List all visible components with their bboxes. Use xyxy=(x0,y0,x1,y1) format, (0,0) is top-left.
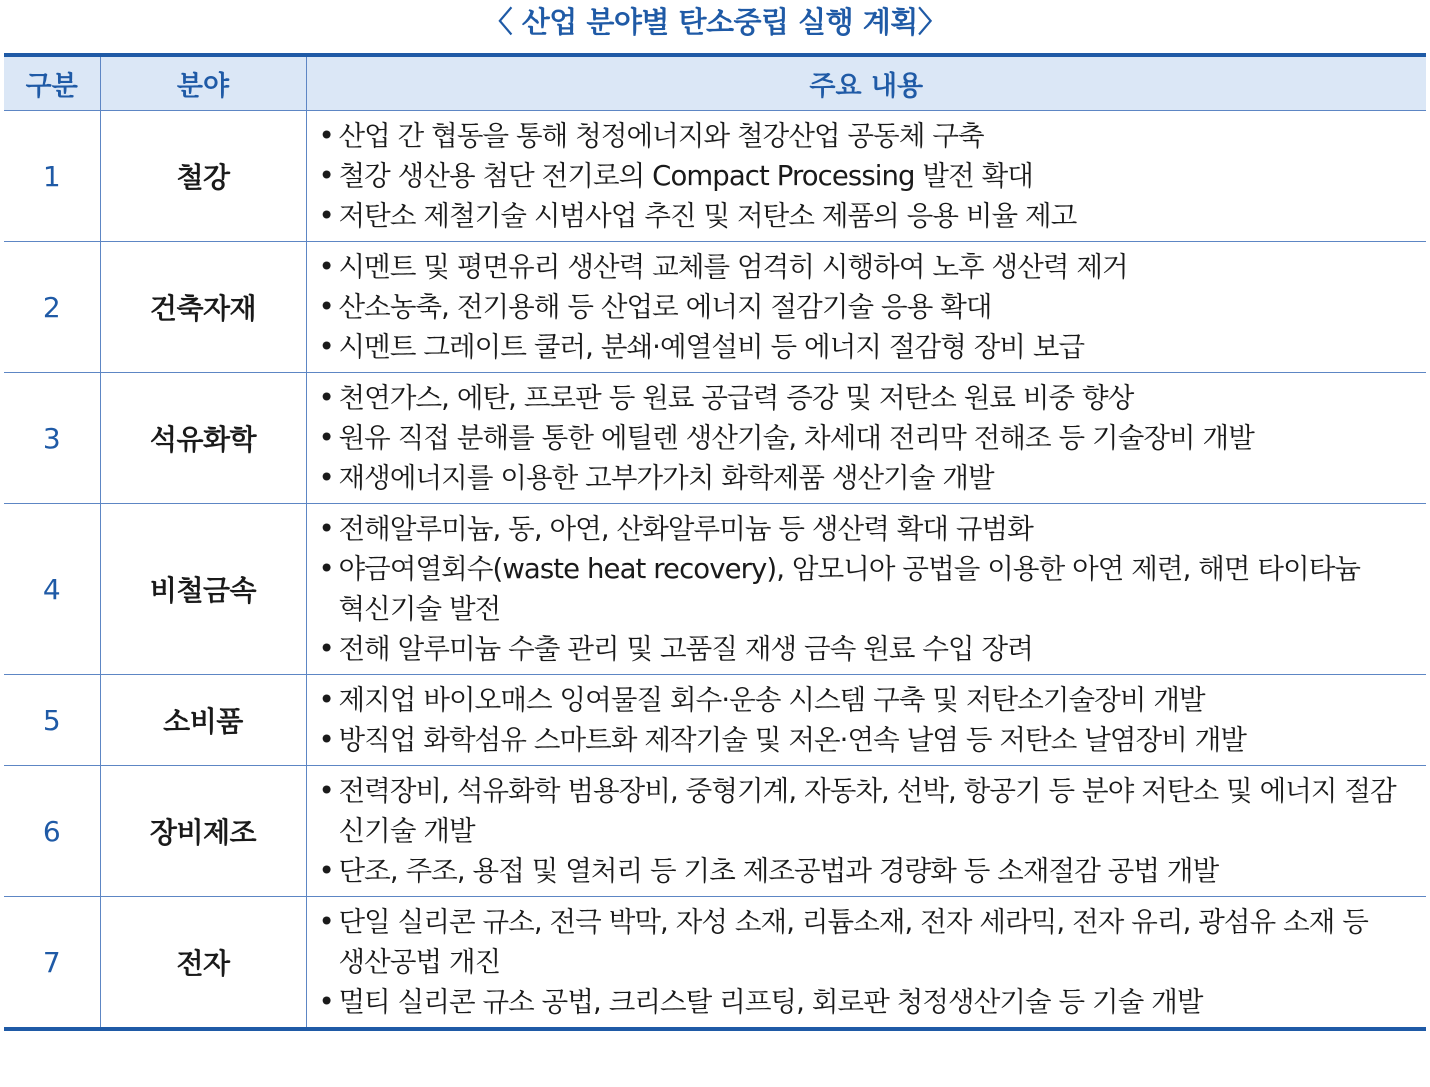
content-item: • 원유 직접 분해를 통한 에틸렌 생산기술, 차세대 전리막 전해조 등 기술장비 개발 xyxy=(319,418,1423,458)
table-header xyxy=(4,55,1426,111)
table-row xyxy=(4,675,1426,766)
content-item: • 산소농축, 전기용해 등 산업로 에너지 절감기술 응용 확대 xyxy=(319,287,1423,327)
content-item: • 산업 간 협동을 통해 청정에너지와 철강산업 공동체 구축 xyxy=(319,116,1423,156)
content-item: • 제지업 바이오매스 잉여물질 회수·운송 시스템 구축 및 저탄소기술장비 개발 xyxy=(319,680,1423,720)
table-row xyxy=(4,766,1426,897)
row-number: 6 xyxy=(4,766,100,897)
table-title: 〈 산업 분야별 탄소중립 실행 계획〉 xyxy=(483,5,947,39)
row-content xyxy=(306,111,1426,242)
content-list xyxy=(319,509,1423,669)
table-row xyxy=(4,373,1426,504)
row-content xyxy=(306,675,1426,766)
content-list xyxy=(319,116,1423,236)
row-number: 2 xyxy=(4,242,100,373)
row-number: 4 xyxy=(4,504,100,675)
content-item: • 전해 알루미늄 수출 관리 및 고품질 재생 금속 원료 수입 장려 xyxy=(319,629,1423,669)
header-row xyxy=(4,55,1426,111)
header-content: 주요 내용 xyxy=(306,55,1426,111)
content-list xyxy=(319,247,1423,367)
row-content xyxy=(306,766,1426,897)
row-content xyxy=(306,897,1426,1030)
content-item: • 멀티 실리콘 규소 공법, 크리스탈 리프팅, 회로판 청정생산기술 등 기술 개발 xyxy=(319,982,1423,1022)
row-field: 소비품 xyxy=(100,675,306,766)
content-item: • 저탄소 제철기술 시범사업 추진 및 저탄소 제품의 응용 비율 제고 xyxy=(319,196,1423,236)
row-field: 장비제조 xyxy=(100,766,306,897)
table-row xyxy=(4,242,1426,373)
content-item: • 전해알루미늄, 동, 아연, 산화알루미늄 등 생산력 확대 규범화 xyxy=(319,509,1423,549)
row-field: 전자 xyxy=(100,897,306,1030)
table-body xyxy=(4,111,1426,1030)
row-field: 철강 xyxy=(100,111,306,242)
content-item: • 단조, 주조, 용접 및 열처리 등 기초 제조공법과 경량화 등 소재절감 공법 개발 xyxy=(319,851,1423,891)
content-list xyxy=(319,771,1423,891)
content-item: • 재생에너지를 이용한 고부가가치 화학제품 생산기술 개발 xyxy=(319,458,1423,498)
content-item: • 천연가스, 에탄, 프로판 등 원료 공급력 증강 및 저탄소 원료 비중 향상 xyxy=(319,378,1423,418)
carbon-neutral-plan-table xyxy=(4,53,1426,1031)
table-row xyxy=(4,504,1426,675)
table-row xyxy=(4,897,1426,1030)
content-item: • 철강 생산용 첨단 전기로의 Compact Processing 발전 확대 xyxy=(319,156,1423,196)
content-list xyxy=(319,902,1423,1022)
content-item: • 단일 실리콘 규소, 전극 박막, 자성 소재, 리튬소재, 전자 세라믹, 전자 유리, 광섬유 소재 등 생산공법 개진 xyxy=(319,902,1423,982)
row-field: 석유화학 xyxy=(100,373,306,504)
row-field: 비철금속 xyxy=(100,504,306,675)
row-number: 1 xyxy=(4,111,100,242)
content-item: • 야금여열회수(waste heat recovery), 암모니아 공법을 이용한 아연 제련, 해면 타이타늄 혁신기술 발전 xyxy=(319,549,1423,629)
row-content xyxy=(306,242,1426,373)
row-content xyxy=(306,373,1426,504)
row-content xyxy=(306,504,1426,675)
header-field: 분야 xyxy=(100,55,306,111)
row-number: 7 xyxy=(4,897,100,1030)
row-number: 5 xyxy=(4,675,100,766)
header-number: 구분 xyxy=(4,55,100,111)
content-item: • 시멘트 그레이트 쿨러, 분쇄·예열설비 등 에너지 절감형 장비 보급 xyxy=(319,327,1423,367)
row-number: 3 xyxy=(4,373,100,504)
content-list xyxy=(319,378,1423,498)
table-row xyxy=(4,111,1426,242)
content-item: • 시멘트 및 평면유리 생산력 교체를 엄격히 시행하여 노후 생산력 제거 xyxy=(319,247,1423,287)
content-item: • 방직업 화학섬유 스마트화 제작기술 및 저온·연속 날염 등 저탄소 날염장비 개발 xyxy=(319,720,1423,760)
content-list xyxy=(319,680,1423,760)
row-field: 건축자재 xyxy=(100,242,306,373)
content-item: • 전력장비, 석유화학 범용장비, 중형기계, 자동차, 선박, 항공기 등 분야 저탄소 및 에너지 절감 신기술 개발 xyxy=(319,771,1423,851)
